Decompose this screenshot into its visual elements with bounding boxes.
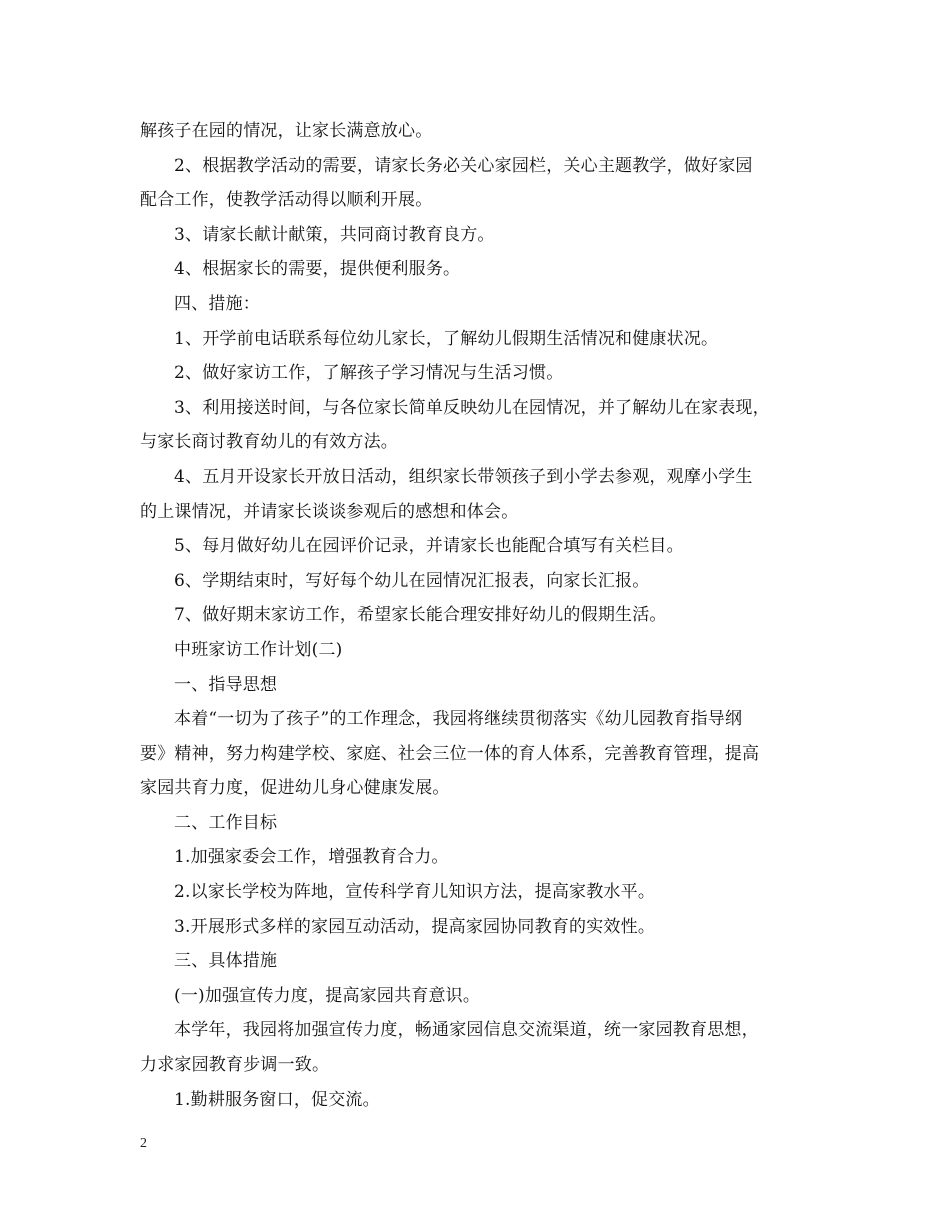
text-line: 3、请家长献计献策，共同商讨教育良方。 <box>174 224 495 245</box>
text-line: 配合工作，使教学活动得以顺利开展。 <box>140 190 433 211</box>
text-line: (一)加强宣传力度，提高家园共育意识。 <box>174 985 481 1006</box>
text-line: 的上课情况，并请家长谈谈参观后的感想和体会。 <box>140 501 519 522</box>
text-line: 1.勤耕服务窗口，促交流。 <box>174 1089 380 1110</box>
text-line: 1、开学前电话联系每位幼儿家长，了解幼儿假期生活情况和健康状况。 <box>174 328 719 349</box>
text-line: 6、学期结束时，写好每个幼儿在园情况汇报表，向家长汇报。 <box>174 570 650 591</box>
text-line: 3.开展形式多样的家园互动活动，提高家园协同教育的实效性。 <box>174 916 656 937</box>
text-line: 本着“一切为了孩子”的工作理念，我园将继续贯彻落实《幼儿园教育指导纲 <box>174 709 743 730</box>
text-line: 4、根据家长的需要，提供便利服务。 <box>174 259 461 280</box>
text-line: 3、利用接送时间，与各位家长简单反映幼儿在园情况，并了解幼儿在家表现， <box>174 397 770 418</box>
text-line: 一、指导思想 <box>174 674 278 695</box>
text-line: 5、每月做好幼儿在园评价记录，并请家长也能配合填写有关栏目。 <box>174 536 684 557</box>
text-line: 要》精神，努力构建学校、家庭、社会三位一体的育人体系，完善教育管理，提高 <box>140 743 760 764</box>
text-line: 2、根据教学活动的需要，请家长务必关心家园栏，关心主题教学，做好家园 <box>174 155 753 176</box>
page-number: 2 <box>140 1136 147 1151</box>
text-line: 2.以家长学校为阵地，宣传科学育儿知识方法，提高家教水平。 <box>174 882 656 903</box>
text-line: 4、五月开设家长开放日活动，组织家长带领孩子到小学去参观，观摩小学生 <box>174 466 753 487</box>
text-line: 二、工作目标 <box>174 812 278 833</box>
text-line: 力求家园教育步调一致。 <box>140 1055 330 1076</box>
text-line: 解孩子在园的情况，让家长满意放心。 <box>140 121 433 141</box>
text-line: 7、做好期末家访工作，希望家长能合理安排好幼儿的假期生活。 <box>174 605 667 626</box>
text-line: 2、做好家访工作，了解孩子学习情况与生活习惯。 <box>174 363 564 384</box>
text-line: 四、措施： <box>174 293 260 314</box>
text-line: 三、具体措施 <box>174 951 278 972</box>
document-body <box>140 114 816 1117</box>
text-line: 本学年，我园将加强宣传力度，畅通家园信息交流渠道，统一家园教育思想， <box>174 1020 759 1041</box>
text-line: 1.加强家委会工作，增强教育合力。 <box>174 847 449 868</box>
text-line: 与家长商讨教育幼儿的有效方法。 <box>140 432 398 453</box>
text-line: 家园共育力度，促进幼儿身心健康发展。 <box>140 778 450 799</box>
text-line: 中班家访工作计划(二) <box>174 639 343 660</box>
